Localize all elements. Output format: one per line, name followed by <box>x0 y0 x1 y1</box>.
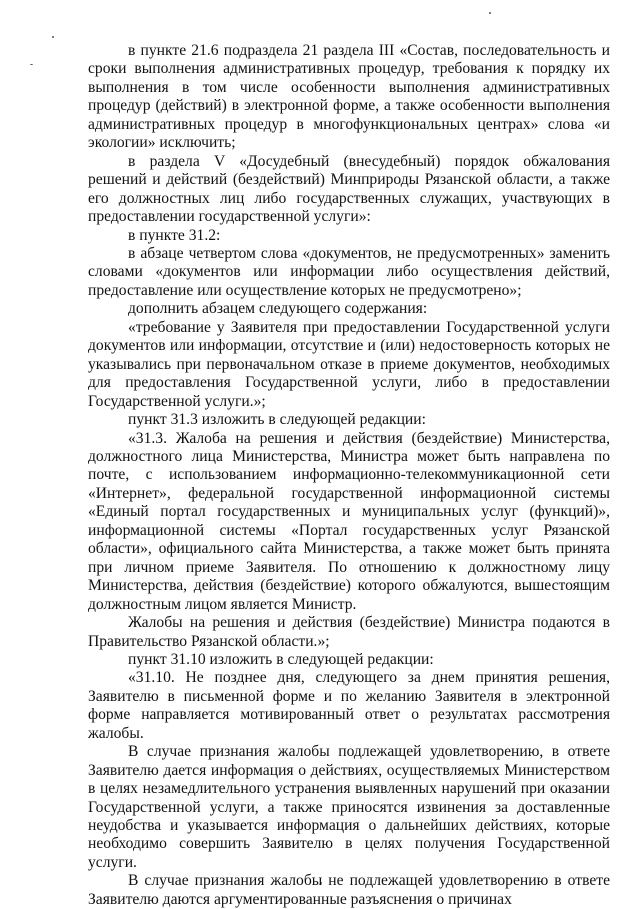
paragraph-11: «31.10. Не позднее дня, следующего за днем принятия решения, Заявителю в письменной форме и по желанию Заявителя в электронной форме направляется мотивированный ответ о результатах рассмотрения жалобы. <box>88 669 610 742</box>
paragraph-8: «31.3. Жалоба на решения и действия (бездействие) Министерства, должностного лица Министерства, Министра может быть направлена по почте, с использованием информационно-телекоммуникационной сети «Интернет», федеральной государственной информационной системы «Единый портал государственных и муниципальных услуг (функций)», информационной системы «Портал государственных услуг Рязанской области», официального сайта Министерства, а также может быть принята при личном приеме Заявителя. По отношению к должностному лицу Министерства, действия (бездействие) которого обжалуются, вышестоящим должностным лицом является Министр. <box>88 429 610 613</box>
paragraph-9: Жалобы на решения и действия (бездействие) Министра подаются в Правительство Рязанской области.»; <box>88 614 610 650</box>
scan-speck <box>30 64 33 65</box>
document-page <box>88 42 610 909</box>
paragraph-5: дополнить абзацем следующего содержания: <box>128 300 428 318</box>
paragraph-6: «требование у Заявителя при предоставлении Государственной услуги документов или информации, отсутствие и (или) недостоверность которых не указывались при первоначальном отказе в приеме документов, необходимых для предоставления Государственной услуги, либо в предоставлении Государственной услуги.»; <box>88 318 610 410</box>
paragraph-12: В случае признания жалобы подлежащей удовлетворению, в ответе Заявителю дается информация о действиях, осуществляемых Министерством в целях незамедлительного устранения выявленных нарушений при оказании Государственной услуги, а также приносятся извинения за доставленные неудобства и указывается информация о дальнейших действиях, которые необходимо совершить Заявителю в целях получения Государственной услуги. <box>88 743 610 871</box>
paragraph-7: пункт 31.3 изложить в следующей редакции: <box>128 411 426 429</box>
paragraph-2: в раздела V «Досудебный (внесудебный) порядок обжалования решений и действий (бездействий) Минприроды Рязанской области, а также его должностных лиц либо государственных служащих, участвующих в предоставлении государственной услуги»: <box>88 152 610 226</box>
paragraph-13: В случае признания жалобы не подлежащей удовлетворению в ответе Заявителю даются аргументированные разъяснения о причинах <box>88 872 610 908</box>
paragraph-1: в пункте 21.6 подраздела 21 раздела III «Состав, последовательность и сроки выполнения административных процедур, требования к порядку их выполнения в том числе особенности выполнения административных процедур (действий) в электронной форме, а также особенности выполнения административных процедур в многофункциональных центрах» слова «и экологии» исключить; <box>88 42 610 152</box>
paragraph-4: в абзаце четвертом слова «документов, не предусмотренных» заменить словами «документов или информации либо осуществления действий, предоставление или осуществление которых не предусмотрено»; <box>88 244 610 299</box>
scan-speck <box>489 12 491 14</box>
paragraph-10: пункт 31.10 изложить в следующей редакции: <box>128 650 434 668</box>
scan-speck <box>52 36 54 38</box>
paragraph-3: в пункте 31.2: <box>128 226 221 244</box>
